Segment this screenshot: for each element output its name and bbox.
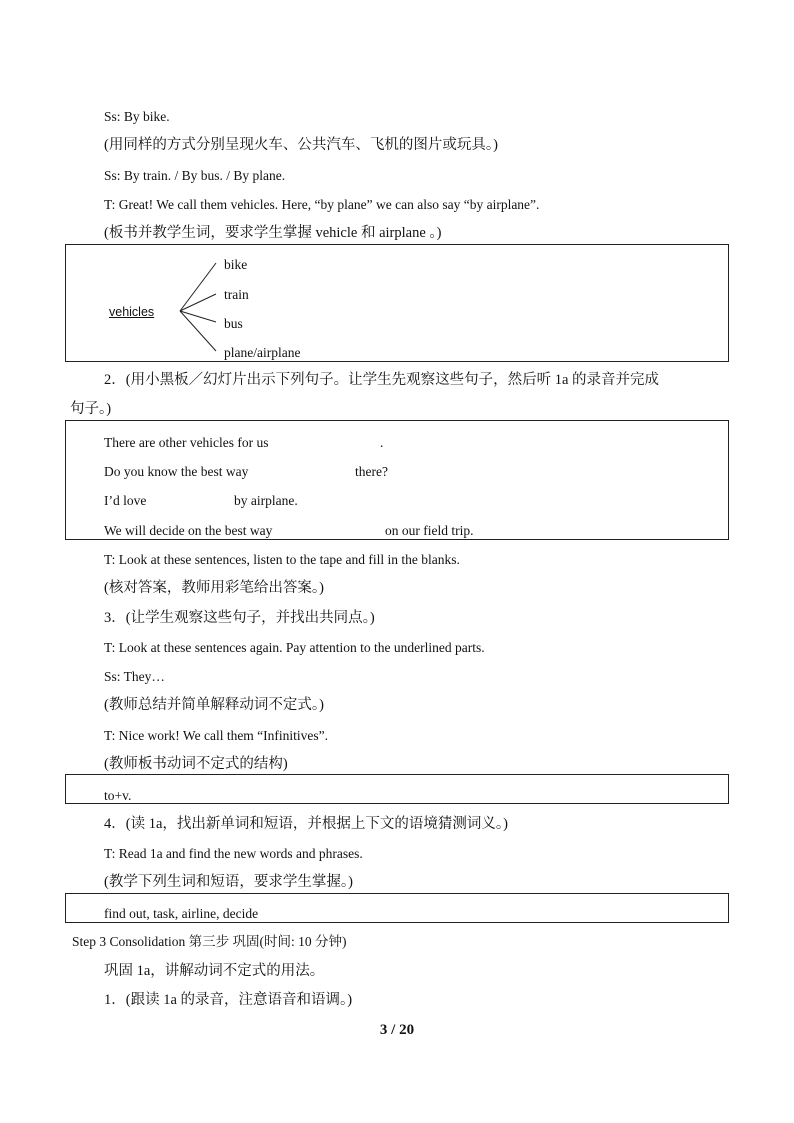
section-intro: 巩固 1a，讲解动词不定式的用法。: [104, 963, 325, 979]
step-heading: 4．(读 1a，找出新单词和短语，并根据上下文的语境猜测词义。): [104, 816, 508, 832]
sentence-text: Do you know the best way: [104, 464, 249, 479]
instruction-note: (板书并教学生词，要求学生掌握 vehicle 和 airplane 。): [104, 225, 442, 241]
dialogue-line: T: Read 1a and find the new words and phrases.: [104, 846, 363, 861]
sentence-text: We will decide on the best way: [104, 523, 273, 538]
dialogue-line: T: Look at these sentences again. Pay attention to the underlined parts.: [104, 640, 485, 655]
step-heading: 1．(跟读 1a 的录音，注意语音和语调。): [104, 992, 353, 1008]
instruction-note: (教师总结并简单解释动词不定式。): [104, 697, 324, 713]
diagram-branch: plane/airplane: [224, 345, 301, 360]
page-number: 3 / 20: [379, 1022, 415, 1038]
dialogue-line: T: Look at these sentences, listen to the tape and fill in the blanks.: [104, 552, 460, 567]
diagram-branch: bus: [224, 316, 243, 331]
vehicles-diagram-box: [65, 244, 729, 362]
instruction-note: 2．(用小黑板／幻灯片出示下列句子。让学生先观察这些句子，然后听 1a 的录音并完成: [104, 372, 660, 388]
dialogue-line: T: Nice work! We call them “Infinitives”.: [104, 728, 329, 743]
dialogue-line: Ss: By bike.: [104, 109, 170, 124]
dialogue-line: T: Great! We call them vehicles. Here, “by plane” we can also say “by airplane”.: [104, 197, 540, 212]
sentences-box: [65, 420, 729, 540]
diagram-branch: bike: [224, 257, 248, 272]
instruction-note: (教学下列生词和短语，要求学生掌握。): [104, 874, 353, 890]
vocabulary-box: [65, 893, 729, 923]
step-heading: 3．(让学生观察这些句子，并找出共同点。): [104, 610, 375, 626]
instruction-note: (教师板书动词不定式的结构): [104, 756, 288, 772]
sentence-text: there?: [355, 464, 388, 479]
sentence-text: by airplane.: [234, 493, 298, 508]
instruction-note: (用同样的方式分别呈现火车、公共汽车、飞机的图片或玩具。): [104, 137, 498, 153]
infinitive-structure-box: [65, 774, 729, 804]
section-heading: Step 3 Consolidation 第三步 巩固(时间: 10 分钟): [72, 934, 347, 949]
instruction-note: 句子。): [70, 401, 112, 417]
sentence-text: on our field trip.: [385, 523, 474, 538]
infinitive-formula: to+v.: [104, 788, 132, 803]
branch-lines: [176, 255, 226, 355]
dialogue-line: Ss: They…: [104, 669, 165, 684]
dialogue-line: Ss: By train. / By bus. / By plane.: [104, 168, 286, 183]
vocabulary-list: find out, task, airline, decide: [104, 906, 259, 921]
sentence-text: .: [380, 435, 384, 450]
instruction-note: (核对答案，教师用彩笔给出答案。): [104, 580, 324, 596]
sentence-text: I’d love: [104, 493, 147, 508]
diagram-root-label: vehicles: [109, 305, 155, 319]
sentence-text: There are other vehicles for us: [104, 435, 269, 450]
diagram-branch: train: [224, 287, 249, 302]
